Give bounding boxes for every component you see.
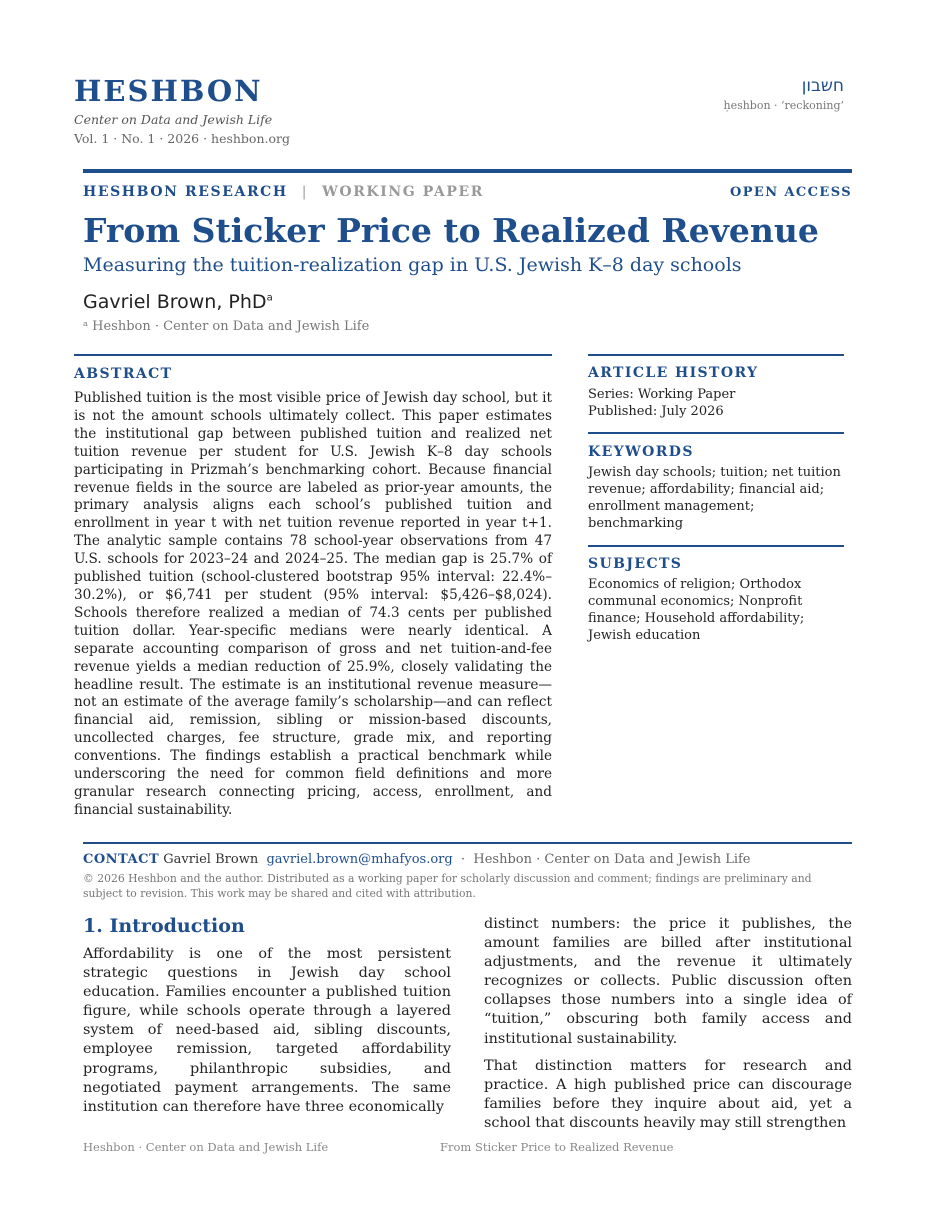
intro-left-column [83,945,451,1125]
paper-type: WORKING PAPER [322,184,484,200]
intro-paragraph: Affordability is one of the most persistent strategic questions in Jewish day school education. Families encounter a published tuition figure, while schools operate through a layered system of need-based aid, sibling discounts, employee remission, targeted affordability programs, philanthropic subsidies, and negotiated payment arrangements. The same institution can therefore have three economically [83,946,451,1115]
keywords-heading: KEYWORDS [588,444,694,460]
history-rule [588,354,844,356]
copyright-notice: © 2026 Heshbon and the author. Distributed as a working paper for scholarly discussion and comment; findings are preliminary and subject to revision. This work may be shared and cited with attribution. [83,872,812,900]
history-heading: ARTICLE HISTORY [588,365,759,381]
contact-separator: · [460,852,466,867]
subjects-heading: SUBJECTS [588,556,683,572]
footer-right: From Sticker Price to Realized Revenue [440,1140,674,1154]
history-published: Published: July 2026 [588,404,724,419]
keywords-text: Jewish day schools; tuition; net tuition revenue; affordability; financial aid; enrollment management; benchmarking [588,465,841,531]
hebrew-wordmark: חשבון [801,76,844,96]
subjects-text: Economics of religion; Orthodox communal economics; Nonprofit finance; Household affordability; Jewish education [588,577,805,643]
subjects-rule [588,545,844,547]
contact-email-link[interactable]: gavriel.brown@mhafyos.org [266,852,453,867]
series-line [83,184,484,200]
open-access-badge: OPEN ACCESS [730,185,852,200]
contact-org: Heshbon · Center on Data and Jewish Life [473,852,751,867]
footer-left: Heshbon · Center on Data and Jewish Life [83,1140,329,1154]
author-affiliation: ᵃ Heshbon · Center on Data and Jewish Life [83,319,370,334]
contact-label: CONTACT [83,852,160,867]
intro-paragraph: distinct numbers: the price it publishes, the amount families are billed after institutional adjustments, and the revenue it ultimately recognizes or collects. Public discussion often collapses those numbers into a single idea of “tuition,” obscuring both family access and institutional sustainability. [484,916,852,1047]
journal-brand: HESHBON [74,74,263,108]
contact-name: Gavriel Brown [163,852,259,867]
intro-right-column [484,915,852,1141]
header-rule [83,169,852,173]
hebrew-gloss: ḥeshbon · ‘reckoning’ [723,99,844,112]
abstract-rule [74,354,552,356]
series-label: HESHBON RESEARCH [83,184,288,200]
contact-rule [83,842,852,844]
history-series: Series: Working Paper [588,387,736,402]
abstract-text: Published tuition is the most visible price of Jewish day school, but it is not the amount schools ultimately collect. This paper estimates the institutional gap between published tuition and realized net tuition revenue per student for U.S. Jewish K–8 day schools participating in Prizmah’s benchmarking cohort. Because financial revenue fields in the source are labeled as prior-year amounts, the primary analysis aligns each school’s published tuition and enrollment in year t with net tuition revenue reported in year t+1. The analytic sample contains 78 school-year observations from 47 U.S. schools for 2023–24 and 2024–25. The median gap is 25.7% of published tuition (school-clustered bootstrap 95% interval: 22.4%–30.2%), or $6,741 per student (95% interval: $5,426–$8,024). Schools therefore realized a median of 74.3 cents per published tuition dollar. Year-specific medians were nearly identical. A separate accounting comparison of gross and net tuition-and-fee revenue yields a median reduction of 25.9%, closely validating the headline result. The estimate is an institutional revenue measure—not an estimate of the average family’s scholarship—and can reflect financial aid, remission, sibling or mission-based discounts, uncollected charges, fee structure, grade mix, and reporting conventions. The findings establish a practical benchmark while underscoring the need for common field definitions and more granular research connecting pricing, access, enrollment, and financial sustainability. [74,390,552,818]
author-name [83,291,273,313]
intro-paragraph: That distinction matters for research and practice. A high published price can discourage families before they inquire about aid, yet a school that discounts heavily may still strengthen [484,1057,852,1131]
paper-subtitle: Measuring the tuition-realization gap in U.S. Jewish K–8 day schools [83,254,742,276]
contact-line [83,852,751,867]
volume-line: Vol. 1 · No. 1 · 2026 · heshbon.org [74,131,290,146]
author-affil-marker: a [266,292,273,304]
abstract-heading: ABSTRACT [74,366,173,382]
keywords-rule [588,432,844,434]
paper-title: From Sticker Price to Realized Revenue [83,211,819,250]
author-name-text: Gavriel Brown, PhD [83,291,267,313]
section-heading: 1. Introduction [83,915,245,937]
journal-subtitle: Center on Data and Jewish Life [74,112,273,127]
series-separator: | [301,184,309,200]
